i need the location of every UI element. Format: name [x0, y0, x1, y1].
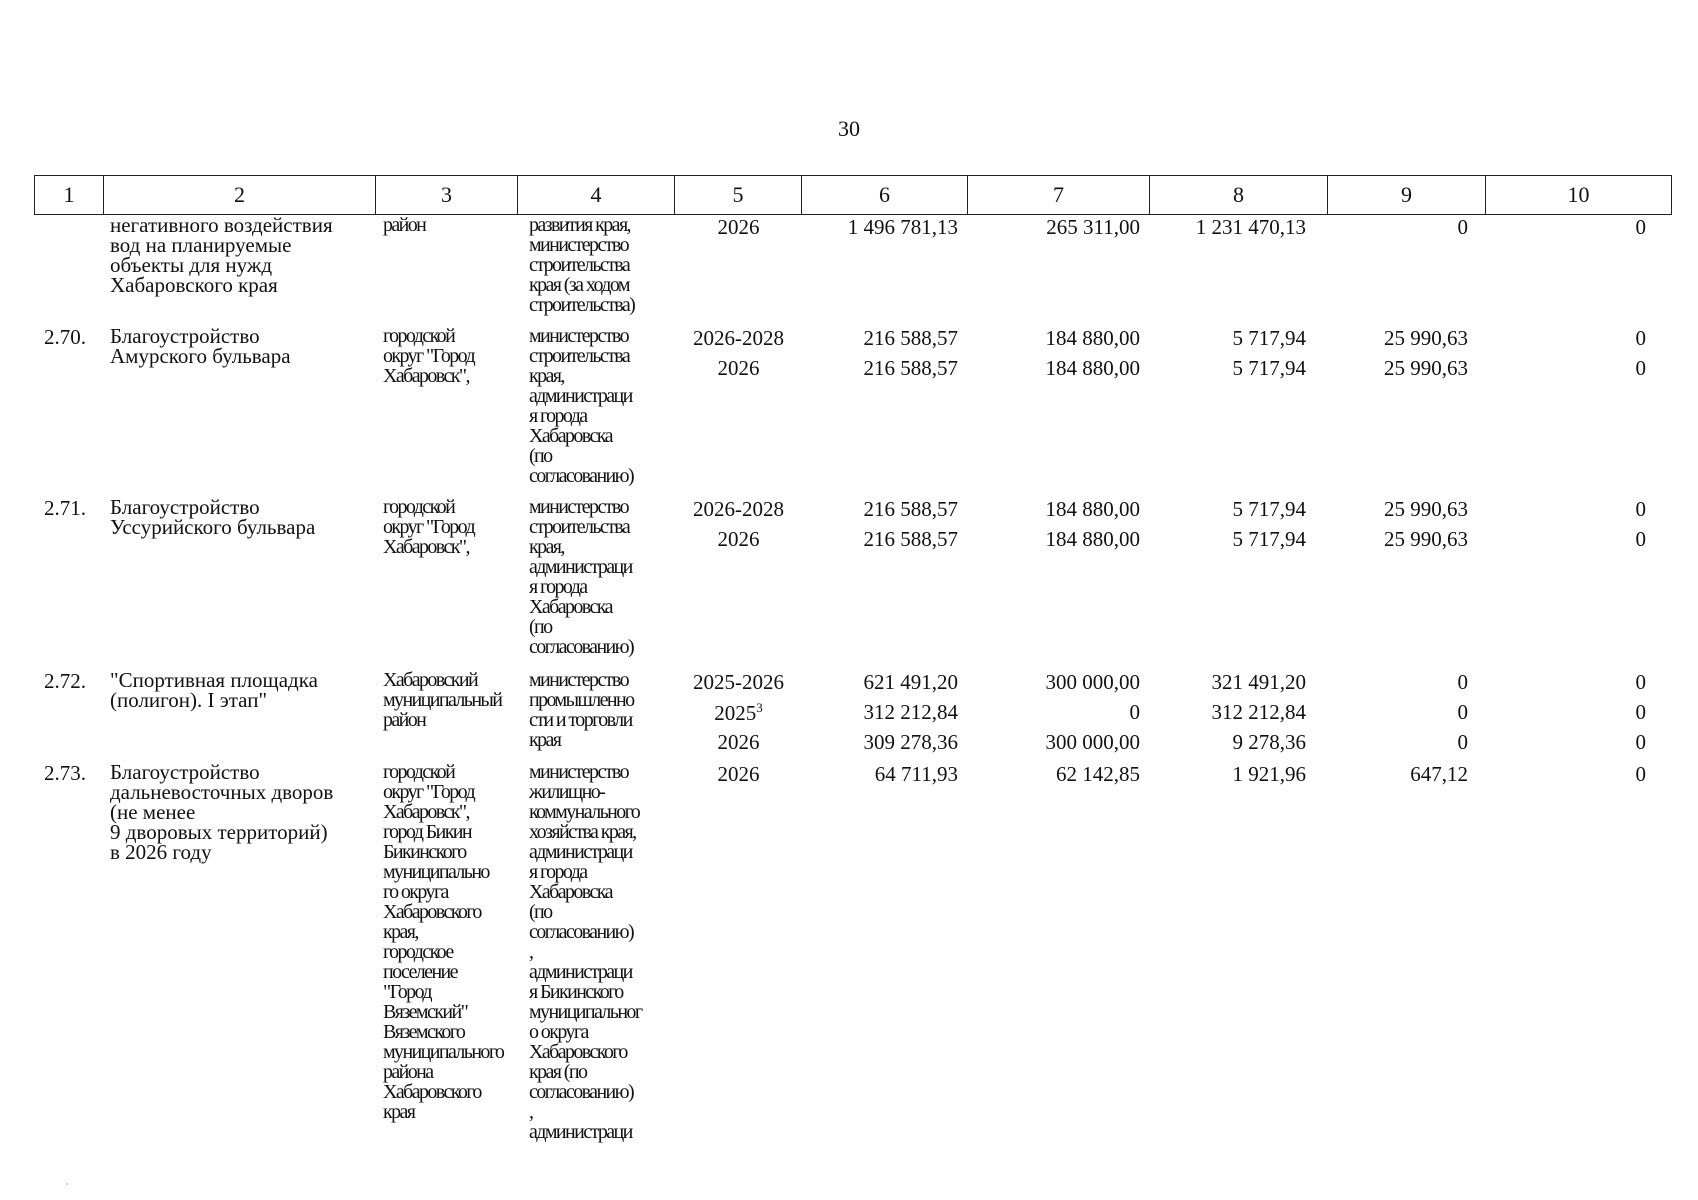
- header-cell-2: 2: [104, 175, 376, 215]
- territory-line: городской: [383, 496, 455, 518]
- object-name-line: Уссурийского бульвара: [110, 515, 316, 539]
- territory-line: муниципального: [383, 1041, 504, 1063]
- executor-line: министерство: [529, 234, 628, 256]
- territory-line: городское: [383, 941, 453, 963]
- executor-line: министерство: [529, 325, 628, 347]
- period-value: 2026: [717, 762, 760, 786]
- period-value: 2026: [717, 215, 760, 239]
- territory-line: Хабаровск",: [383, 365, 469, 387]
- period-cell: [675, 700, 802, 726]
- total-funding-cell: 64 711,93: [874, 762, 958, 786]
- executor-line: я Бикинского: [529, 981, 623, 1003]
- executor-line: администраци: [529, 385, 632, 407]
- territory-line: поселение: [383, 961, 457, 983]
- local-funding-cell: 25 990,63: [1384, 527, 1468, 551]
- regional-funding-cell: 5 717,94: [1232, 497, 1306, 521]
- header-cell-10: 10: [1486, 175, 1672, 215]
- executor-line: сти и торговли: [529, 709, 632, 731]
- header-cell-1: 1: [34, 175, 104, 215]
- local-funding-cell: 0: [1457, 700, 1468, 724]
- object-name-line: в 2026 году: [110, 840, 212, 864]
- executor-line: я города: [529, 861, 587, 883]
- executor-line: края,: [529, 365, 564, 387]
- local-funding-cell: 25 990,63: [1384, 326, 1468, 350]
- executor-line: строительства: [529, 345, 630, 367]
- object-name-line: Хабаровского края: [110, 273, 278, 297]
- executor-line: строительства): [529, 294, 635, 316]
- other-funding-cell: 0: [1635, 670, 1646, 694]
- regional-funding-cell: 9 278,36: [1232, 730, 1306, 754]
- other-funding-cell: 0: [1635, 356, 1646, 380]
- executor-line: (по: [529, 616, 552, 638]
- page-number: 30: [838, 116, 860, 141]
- local-funding-cell: 0: [1457, 670, 1468, 694]
- territory-line: район: [383, 709, 426, 731]
- object-name-line: дальневосточных дворов: [110, 780, 334, 804]
- executor-line: я города: [529, 405, 587, 427]
- territory-line: Хабаровского: [383, 1081, 481, 1103]
- header-cell-8: 8: [1150, 175, 1328, 215]
- object-name-line: объекты для нужд: [110, 253, 273, 277]
- federal-funding-cell: 300 000,00: [1045, 730, 1140, 754]
- period-value: 2026: [717, 356, 760, 380]
- row-number: 2.73.: [44, 761, 86, 785]
- object-name-line: Благоустройство: [110, 495, 260, 519]
- period-value: 2026-2028: [693, 326, 784, 350]
- header-cell-5: 5: [675, 175, 802, 215]
- total-funding-cell: 216 588,57: [863, 356, 958, 380]
- object-name-line: Благоустройство: [110, 324, 260, 348]
- local-funding-cell: 0: [1457, 730, 1468, 754]
- territory-line: края: [383, 1101, 415, 1123]
- territory-line: округ "Город: [383, 345, 475, 367]
- period-cell: [675, 762, 802, 787]
- executor-line: края: [529, 729, 561, 751]
- other-funding-cell: 0: [1635, 326, 1646, 350]
- executor-line: министерство: [529, 761, 628, 783]
- executor-line: согласованию): [529, 636, 634, 658]
- executor-line: промышленно: [529, 689, 634, 711]
- federal-funding-cell: 0: [1129, 700, 1140, 724]
- federal-funding-cell: 184 880,00: [1045, 326, 1140, 350]
- federal-funding-cell: 62 142,85: [1056, 762, 1140, 786]
- total-funding-cell: 1 496 781,13: [847, 215, 958, 239]
- total-funding-cell: 216 588,57: [863, 326, 958, 350]
- header-cell-6: 6: [802, 175, 968, 215]
- period-cell: [675, 356, 802, 381]
- period-value: 2026: [717, 527, 760, 551]
- total-funding-cell: 312 212,84: [863, 700, 958, 724]
- territory-line: Вяземского: [383, 1021, 465, 1043]
- period-footnote-mark: 3: [756, 700, 763, 715]
- other-funding-cell: 0: [1635, 497, 1646, 521]
- executor-line: строительства: [529, 516, 630, 538]
- territory-line: муниципальный: [383, 689, 502, 711]
- territory-line: Вяземский": [383, 1001, 468, 1023]
- row-number: 2.70.: [44, 325, 86, 349]
- executor-line: Хабаровского: [529, 1041, 627, 1063]
- executor-line: согласованию): [529, 921, 634, 943]
- executor-line: согласованию): [529, 1081, 634, 1103]
- territory-line: муниципально: [383, 861, 489, 883]
- executor-line: о округа: [529, 1021, 588, 1043]
- executor-line: согласованию): [529, 465, 634, 487]
- executor-line: (по: [529, 901, 552, 923]
- total-funding-cell: 621 491,20: [863, 670, 958, 694]
- territory-line: го округа: [383, 881, 448, 903]
- executor-line: муниципальног: [529, 1001, 642, 1023]
- object-name-line: Благоустройство: [110, 760, 260, 784]
- executor-line: (по: [529, 445, 552, 467]
- territory-line: район: [383, 214, 426, 236]
- other-funding-cell: 0: [1635, 762, 1646, 786]
- total-funding-cell: 309 278,36: [863, 730, 958, 754]
- executor-line: министерство: [529, 496, 628, 518]
- executor-line: края (за ходом: [529, 274, 629, 296]
- object-name-line: 9 дворовых территорий): [110, 820, 328, 844]
- executor-line: строительства: [529, 254, 630, 276]
- territory-line: Хабаровского: [383, 901, 481, 923]
- territory-line: Хабаровск",: [383, 801, 469, 823]
- federal-funding-cell: 184 880,00: [1045, 497, 1140, 521]
- regional-funding-cell: 1 231 470,13: [1195, 215, 1306, 239]
- executor-line: ,: [529, 1101, 533, 1123]
- local-funding-cell: 25 990,63: [1384, 497, 1468, 521]
- period-cell: [675, 527, 802, 552]
- object-name-line: Амурского бульвара: [110, 344, 291, 368]
- territory-line: городской: [383, 761, 455, 783]
- period-value: 2026-2028: [693, 497, 784, 521]
- scan-mark: [66, 1183, 68, 1185]
- executor-line: края (по: [529, 1061, 587, 1083]
- executor-line: Хабаровска: [529, 596, 612, 618]
- territory-line: городской: [383, 325, 455, 347]
- executor-line: края,: [529, 536, 564, 558]
- local-funding-cell: 647,12: [1410, 762, 1468, 786]
- regional-funding-cell: 5 717,94: [1232, 356, 1306, 380]
- federal-funding-cell: 184 880,00: [1045, 527, 1140, 551]
- territory-line: "Город: [383, 981, 431, 1003]
- executor-line: администраци: [529, 961, 632, 983]
- other-funding-cell: 0: [1635, 215, 1646, 239]
- local-funding-cell: 0: [1457, 215, 1468, 239]
- period-value: 2026: [717, 730, 760, 754]
- territory-line: округ "Город: [383, 516, 475, 538]
- executor-line: жилищно-: [529, 781, 605, 803]
- total-funding-cell: 216 588,57: [863, 497, 958, 521]
- header-cell-4: 4: [518, 175, 675, 215]
- federal-funding-cell: 300 000,00: [1045, 670, 1140, 694]
- executor-line: Хабаровска: [529, 881, 612, 903]
- regional-funding-cell: 321 491,20: [1211, 670, 1306, 694]
- object-name-line: вод на планируемые: [110, 233, 292, 257]
- executor-line: хозяйства края,: [529, 821, 636, 843]
- executor-line: администраци: [529, 841, 632, 863]
- territory-line: Бикинского: [383, 841, 466, 863]
- object-name-line: (полигон). I этап": [110, 688, 268, 712]
- row-number: 2.72.: [44, 669, 86, 693]
- other-funding-cell: 0: [1635, 700, 1646, 724]
- federal-funding-cell: 184 880,00: [1045, 356, 1140, 380]
- regional-funding-cell: 5 717,94: [1232, 527, 1306, 551]
- other-funding-cell: 0: [1635, 730, 1646, 754]
- executor-line: Хабаровска: [529, 425, 612, 447]
- period-cell: [675, 326, 802, 351]
- total-funding-cell: 216 588,57: [863, 527, 958, 551]
- territory-line: района: [383, 1061, 433, 1083]
- federal-funding-cell: 265 311,00: [1046, 215, 1140, 239]
- territory-line: округ "Город: [383, 781, 475, 803]
- territory-line: Хабаровск",: [383, 536, 469, 558]
- row-number: 2.71.: [44, 496, 86, 520]
- period-cell: [675, 730, 802, 755]
- territory-line: Хабаровский: [383, 669, 478, 691]
- local-funding-cell: 25 990,63: [1384, 356, 1468, 380]
- executor-line: администраци: [529, 556, 632, 578]
- period-value: 2025: [714, 701, 757, 725]
- header-cell-7: 7: [968, 175, 1150, 215]
- header-cell-3: 3: [376, 175, 518, 215]
- executor-line: министерство: [529, 669, 628, 691]
- period-cell: [675, 670, 802, 695]
- executor-line: администраци: [529, 1121, 632, 1143]
- executor-line: ,: [529, 941, 533, 963]
- regional-funding-cell: 5 717,94: [1232, 326, 1306, 350]
- header-cell-9: 9: [1328, 175, 1486, 215]
- object-name-line: негативного воздействия: [110, 213, 333, 237]
- period-value: 2025-2026: [693, 670, 784, 694]
- territory-line: края,: [383, 921, 418, 943]
- regional-funding-cell: 312 212,84: [1211, 700, 1306, 724]
- executor-line: развития края,: [529, 214, 630, 236]
- executor-line: я города: [529, 576, 587, 598]
- regional-funding-cell: 1 921,96: [1232, 762, 1306, 786]
- object-name-line: "Спортивная площадка: [110, 668, 318, 692]
- period-cell: [675, 497, 802, 522]
- period-cell: [675, 215, 802, 240]
- other-funding-cell: 0: [1635, 527, 1646, 551]
- executor-line: коммунального: [529, 801, 640, 823]
- territory-line: город Бикин: [383, 821, 472, 843]
- object-name-line: (не менее: [110, 800, 196, 824]
